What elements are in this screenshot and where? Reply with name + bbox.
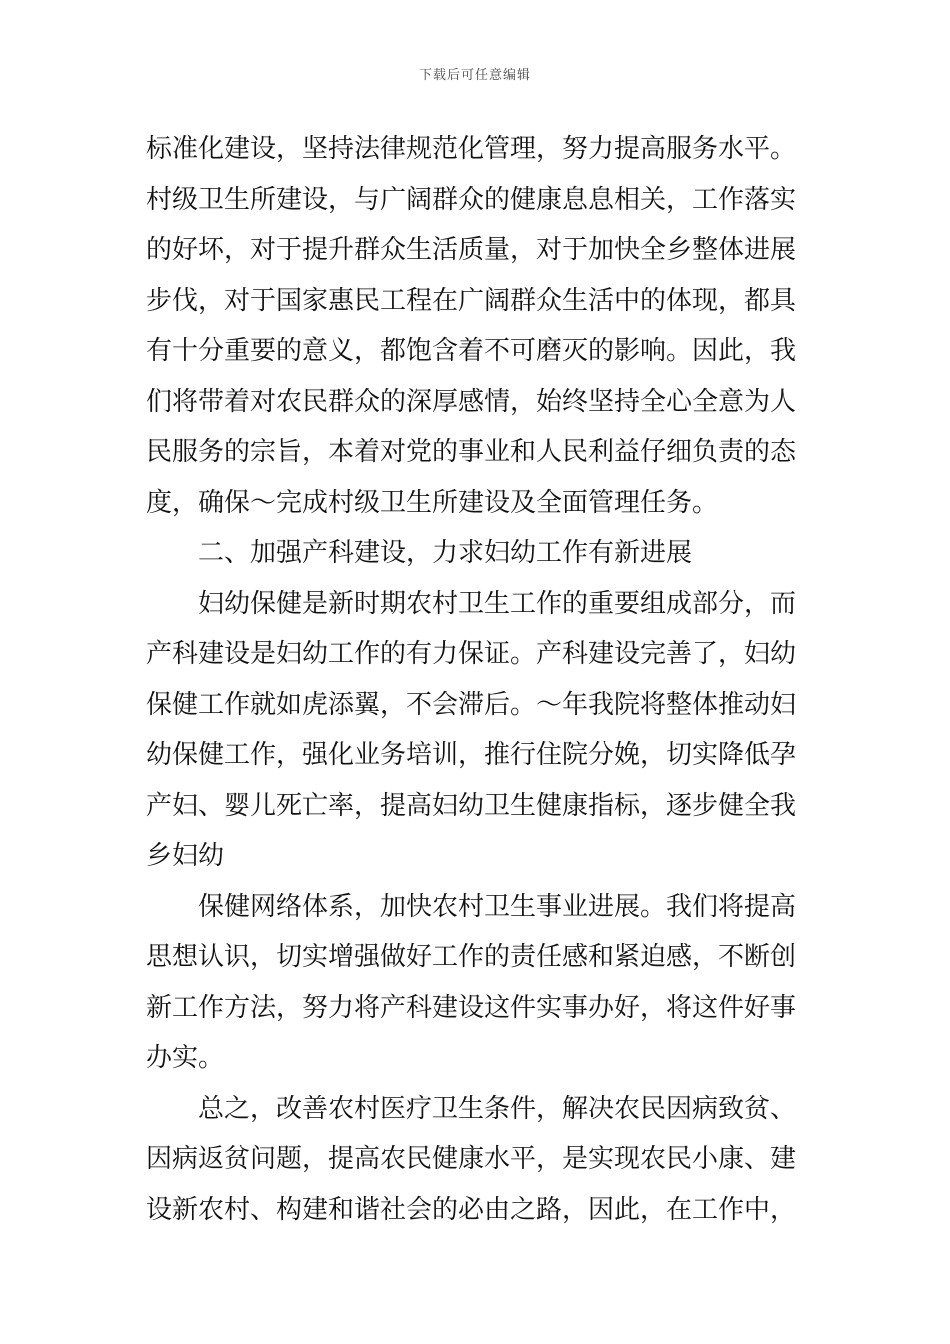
page-header: 下载后可任意编辑	[418, 68, 531, 83]
text-line: 保健网络体系，加快农村卫生事业进展。我们将提高	[198, 891, 797, 922]
section-heading: 二、加强产科建设，力求妇幼工作有新进展	[198, 538, 693, 568]
text-line: 步伐，对于国家惠民工程在广阔群众生活中的体现，都具	[146, 285, 797, 316]
text-line: 设新农村、构建和谐社会的必由之路，因此，在工作中，	[146, 1194, 797, 1225]
text-line: 村级卫生所建设，与广阔群众的健康息息相关，工作落实	[146, 184, 797, 215]
text-line: 的好坏，对于提升群众生活质量，对于加快全乡整体进展	[146, 235, 797, 265]
text-line: 妇幼保健是新时期农村卫生工作的重要组成部分，而	[198, 588, 797, 619]
text-line: 保健工作就如虎添翼，不会滞后。～年我院将整体推动妇	[146, 689, 797, 720]
text-line: 幼保健工作，强化业务培训，推行住院分娩，切实降低孕	[146, 740, 797, 770]
text-line: 产妇、婴儿死亡率，提高妇幼卫生健康指标，逐步健全我	[146, 790, 797, 821]
text-line: 有十分重要的意义，都饱含着不可磨灭的影响。因此，我	[146, 336, 797, 366]
text-line: 总之，改善农村医疗卫生条件，解决农民因病致贫、	[198, 1093, 797, 1124]
text-line: 们将带着对农民群众的深厚感情，始终坚持全心全意为人	[146, 386, 797, 417]
text-line: 民服务的宗旨，本着对党的事业和人民利益仔细负责的态	[146, 437, 797, 467]
text-line: 度，确保～完成村级卫生所建设及全面管理任务。	[146, 487, 719, 518]
document-body	[146, 124, 806, 1235]
text-line: 办实。	[146, 1043, 225, 1073]
text-line: 产科建设是妇幼工作的有力保证。产科建设完善了，妇幼	[146, 639, 797, 669]
text-line: 乡妇幼	[146, 841, 225, 871]
text-line: 新工作方法，努力将产科建设这件实事办好，将这件好事	[146, 992, 797, 1023]
text-line: 标准化建设，坚持法律规范化管理，努力提高服务水平。	[146, 134, 797, 164]
text-line: 因病返贫问题，提高农民健康水平，是实现农民小康、建	[146, 1144, 797, 1174]
text-line: 思想认识，切实增强做好工作的责任感和紧迫感，不断创	[146, 942, 797, 972]
